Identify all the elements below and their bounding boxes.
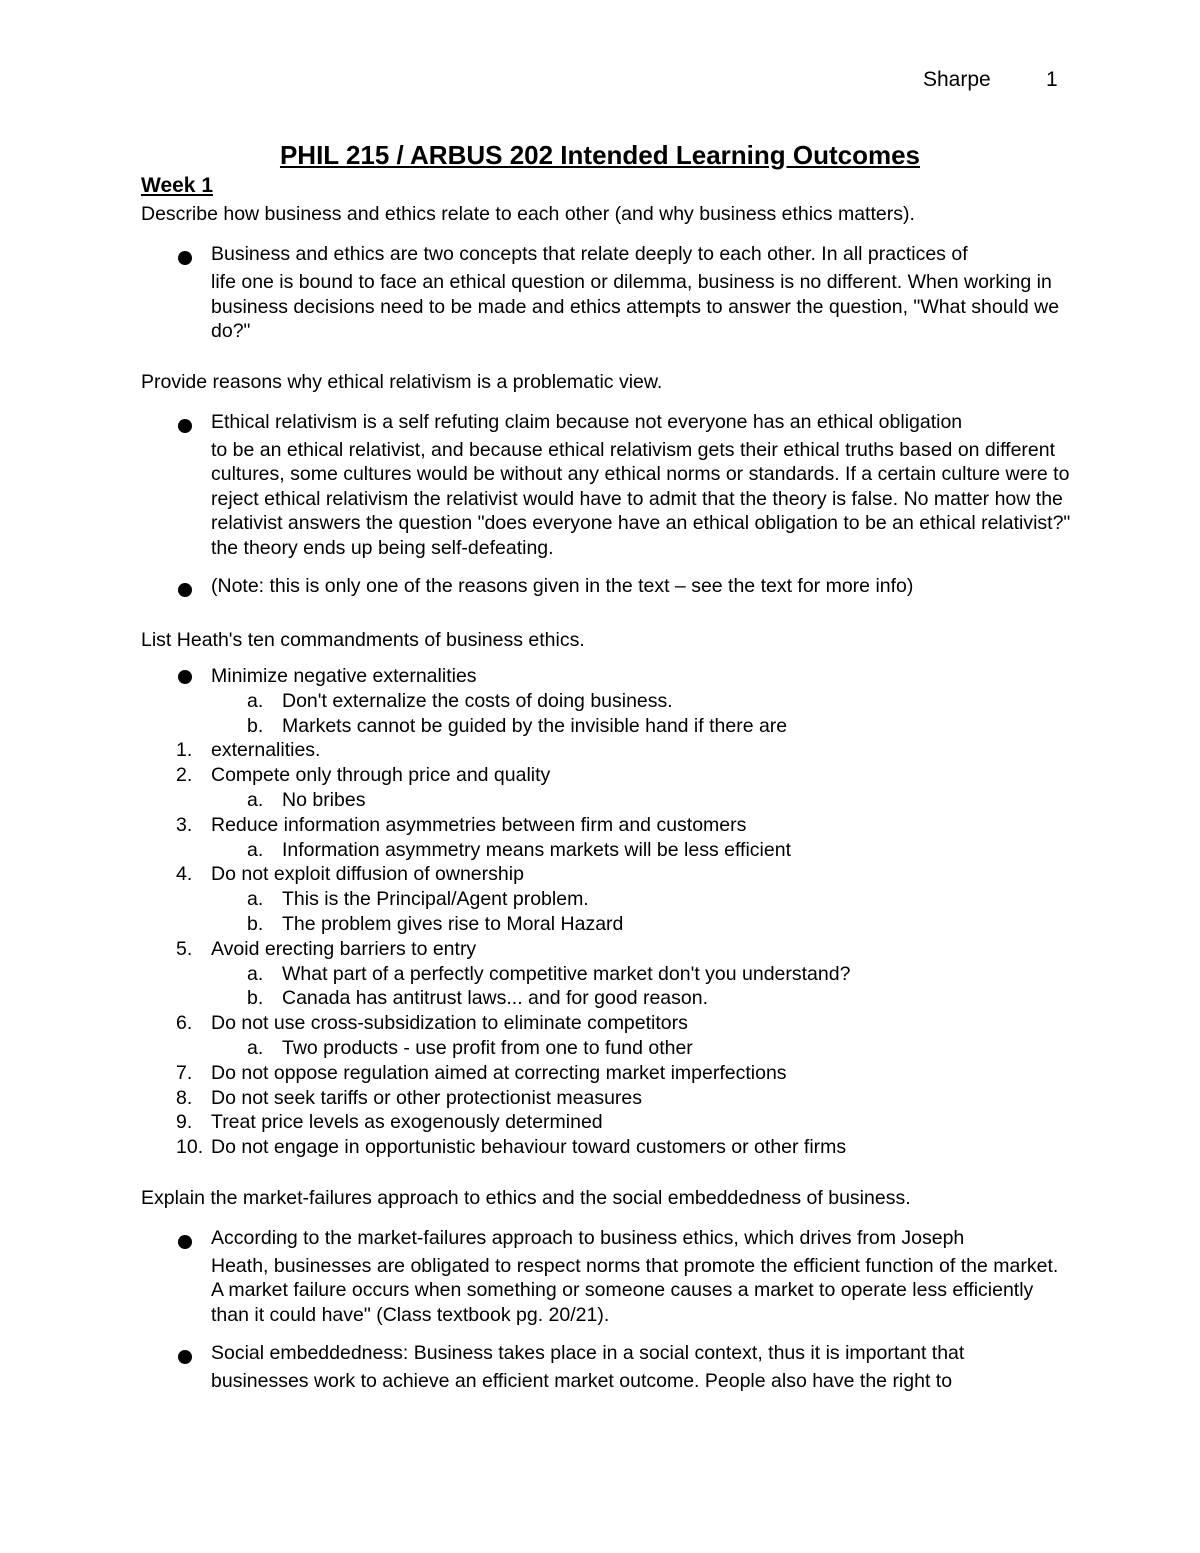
list-subitem: a. No bribes — [247, 788, 366, 811]
list-item: 3. Reduce information asymmetries between firm and customers — [176, 813, 747, 836]
bullet-item — [141, 406, 1071, 561]
list-subitem: b. Canada has antitrust laws... and for good reason. — [247, 987, 709, 1010]
list-subitem: a. What part of a perfectly competitive market don't you understand? — [247, 962, 851, 985]
bullet-icon — [178, 583, 192, 597]
bullet-icon — [178, 419, 192, 433]
bullet-continuation: life one is bound to face an ethical question or dilemma, business is no different. When working in business decisions need to be made and ethics attempts to answer the question, "What should we do?" — [211, 271, 1060, 342]
bullet-item — [141, 570, 1071, 602]
bullet-icon — [178, 1350, 192, 1364]
bullet-first-line: (Note: this is only one of the reasons given in the text – see the text for more info) — [211, 575, 914, 597]
list-item: 6. Do not use cross-subsidization to eliminate competitors — [176, 1012, 688, 1035]
learning-outcome-question: Describe how business and ethics relate to each other (and why business ethics matters). — [141, 203, 915, 225]
bullet-item — [141, 238, 1071, 344]
learning-outcome-question: List Heath's ten commandments of business ethics. — [141, 629, 585, 651]
bullet-item — [141, 1337, 1071, 1394]
bullet-continuation: businesses work to achieve an efficient market outcome. People also have the right to — [211, 1370, 953, 1393]
bullet-icon — [178, 1235, 192, 1249]
list-subitem: a. This is the Principal/Agent problem. — [247, 888, 589, 911]
bullet-first-line: Social embeddedness: Business takes place in a social context, thus it is important that — [211, 1342, 965, 1365]
document-body — [141, 172, 1071, 1394]
bullet-item — [141, 1222, 1071, 1328]
bullet-icon — [178, 670, 192, 684]
list-item: 7. Do not oppose regulation aimed at correcting market imperfections — [176, 1061, 787, 1084]
week-heading: Week 1 — [141, 174, 213, 197]
list-item: 4. Do not exploit diffusion of ownership — [176, 863, 524, 886]
page-number: 1 — [1046, 68, 1058, 91]
list-subitem: a. Two products - use profit from one to fund other — [247, 1036, 693, 1059]
page-header — [0, 68, 1200, 98]
list-subitem: b. Markets cannot be guided by the invisible hand if there are — [247, 714, 788, 737]
bullet-first-line: Ethical relativism is a self refuting claim because not everyone has an ethical obligation — [211, 410, 963, 433]
bullet-icon — [178, 251, 192, 265]
learning-outcome-question: Provide reasons why ethical relativism is a problematic view. — [141, 370, 663, 393]
list-item: 10. Do not engage in opportunistic behaviour toward customers or other firms — [176, 1136, 847, 1159]
author-name: Sharpe — [923, 68, 991, 91]
list-subitem: a. Information asymmetry means markets will be less efficient — [247, 838, 791, 861]
page-title: PHIL 215 / ARBUS 202 Intended Learning Outcomes — [279, 140, 921, 170]
bullet-continuation: Heath, businesses are obligated to respect norms that promote the efficient function of the market. A market failure occurs when something or someone causes a market to operate less efficiently than it could have" (Class textbook pg. 20/21). — [211, 1254, 1059, 1326]
list-subitem: b. The problem gives rise to Moral Hazard — [247, 912, 624, 935]
bullet-first-line: According to the market-failures approach to business ethics, which drives from Joseph — [211, 1226, 965, 1249]
commandments-list — [141, 664, 1071, 1160]
list-item: 9. Treat price levels as exogenously determined — [176, 1111, 603, 1134]
list-item: 8. Do not seek tariffs or other protectionist measures — [176, 1086, 643, 1109]
list-item: Minimize negative externalities — [141, 664, 1071, 689]
list-item: 5. Avoid erecting barriers to entry — [176, 937, 477, 960]
bullet-continuation: to be an ethical relativist, and because ethical relativism gets their ethical truths based on different cultures, some cultures would be without any ethical norms or standards. If a certain culture were to reject ethical relativism the relativist would have to admit that the theory is false. No matter how the relativist answers the question "does everyone have an ethical obligation to be an ethical relativist?" the theory ends up being self-defeating. — [211, 438, 1071, 559]
list-item: 2. Compete only through price and quality — [176, 764, 551, 787]
list-subitem: a. Don't externalize the costs of doing business. — [247, 689, 673, 712]
list-item: 1. externalities. — [176, 739, 321, 762]
learning-outcome-question: Explain the market-failures approach to ethics and the social embeddedness of business. — [141, 1186, 911, 1209]
bullet-first-line: Business and ethics are two concepts that relate deeply to each other. In all practices of — [211, 243, 968, 265]
